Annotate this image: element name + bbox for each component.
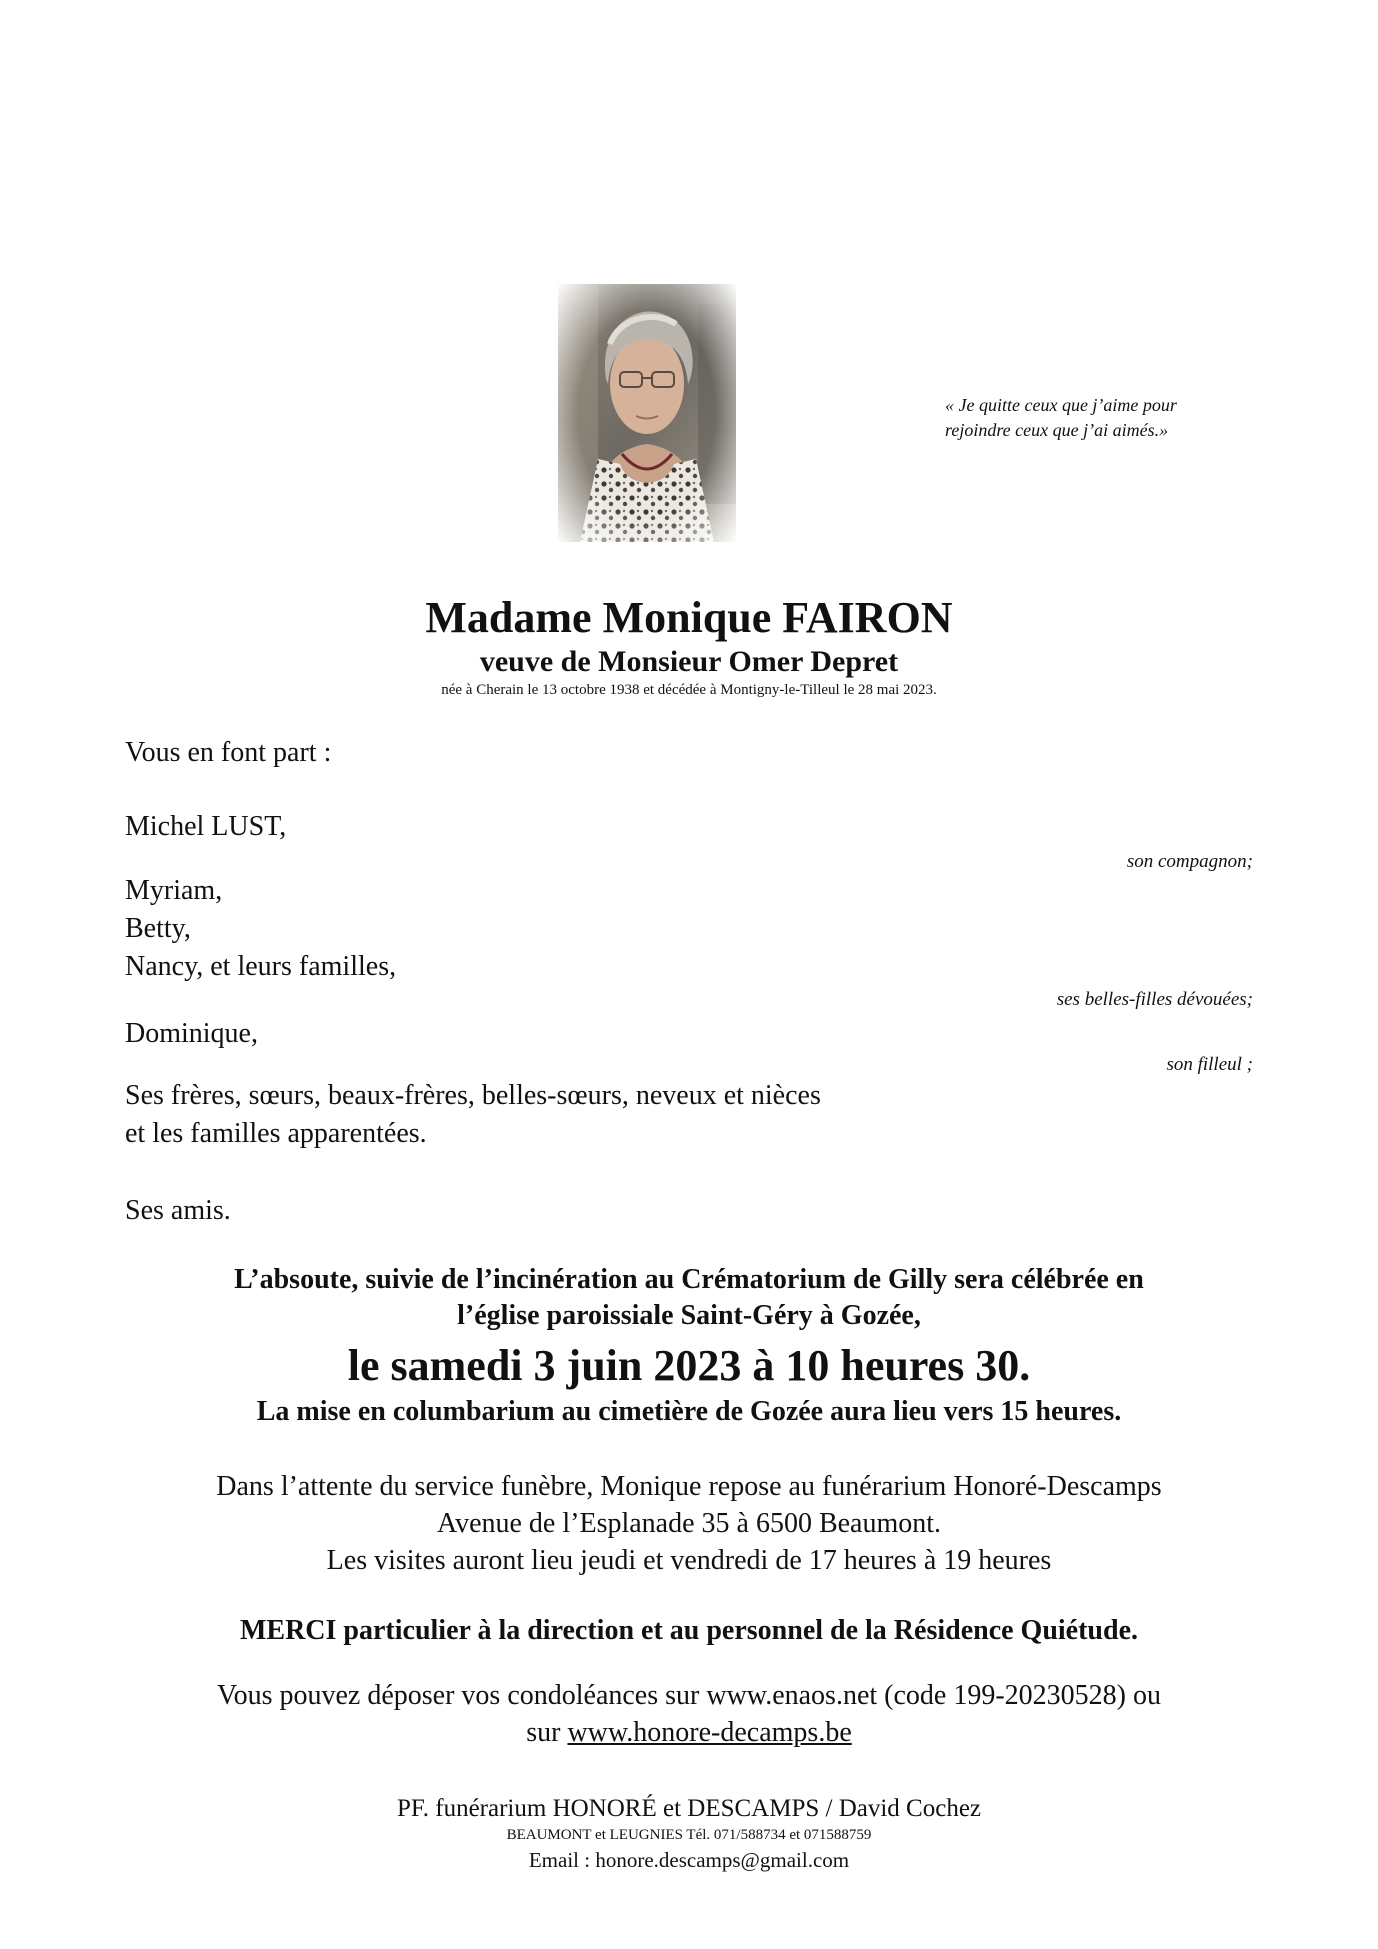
condolences-prefix: sur	[526, 1717, 568, 1748]
portrait-photo	[558, 284, 736, 542]
family-siblings-line-1: Ses frères, sœurs, beaux-frères, belles-sœurs, neveux et nièces	[125, 1080, 821, 1111]
family-siblings-line-2: et les familles apparentées.	[125, 1118, 427, 1149]
ceremony-columbarium: La mise en columbarium au cimetière de Gozée aura lieu vers 15 heures.	[256, 1396, 1122, 1427]
footer-email: Email : honore.descamps@gmail.com	[528, 1848, 850, 1872]
visitation-line-1: Dans l’attente du service funèbre, Monique repose au funérarium Honoré-Descamps	[216, 1471, 1162, 1502]
footer-phone: BEAUMONT et LEUGNIES Tél. 071/588734 et 071588759	[506, 1827, 872, 1843]
family-nancy: Nancy, et leurs familles,	[125, 951, 397, 982]
website-link[interactable]: www.honore-decamps.be	[567, 1717, 852, 1748]
thanks: MERCI particulier à la direction et au personnel de la Résidence Quiétude.	[239, 1615, 1139, 1646]
relation-companion: son compagnon;	[1126, 851, 1253, 872]
quote-line-1: « Je quitte ceux que j’aime pour	[945, 395, 1177, 415]
quote-line-2: rejoindre ceux que j’ai aimés.»	[945, 420, 1169, 440]
relation-daughters-in-law: ses belles-filles dévouées;	[1056, 989, 1253, 1010]
family-friends: Ses amis.	[125, 1195, 231, 1226]
relation-godson: son filleul ;	[1166, 1054, 1253, 1075]
footer-company: PF. funérarium HONORÉ et DESCAMPS / David Cochez	[396, 1795, 982, 1822]
deceased-dates: née à Cherain le 13 octobre 1938 et décédée à Montigny-le-Tilleul le 28 mai 2023.	[441, 682, 937, 698]
visitation-line-2: Avenue de l’Esplanade 35 à 6500 Beaumont.	[436, 1508, 942, 1539]
deceased-name: Madame Monique FAIRON	[425, 593, 953, 642]
condolences-line-2	[0, 1714, 1378, 1751]
family-dominique: Dominique,	[125, 1018, 258, 1049]
quote	[945, 393, 1245, 443]
portrait-image	[558, 284, 736, 542]
family-myriam: Myriam,	[125, 875, 223, 906]
deceased-spouse: veuve de Monsieur Omer Depret	[479, 645, 899, 678]
family-betty: Betty,	[125, 913, 191, 944]
family-michel: Michel LUST,	[125, 811, 287, 842]
announcement-intro: Vous en font part :	[125, 737, 332, 768]
ceremony-date: le samedi 3 juin 2023 à 10 heures 30.	[347, 1341, 1031, 1390]
ceremony-line-1: L’absoute, suivie de l’incinération au Crématorium de Gilly sera célébrée en	[234, 1264, 1144, 1295]
condolences-line-1: Vous pouvez déposer vos condoléances sur www.enaos.net (code 199-20230528) ou	[216, 1680, 1161, 1711]
ceremony-line-2: l’église paroissiale Saint-Géry à Gozée,	[457, 1300, 921, 1331]
visitation-line-3: Les visites auront lieu jeudi et vendredi de 17 heures à 19 heures	[326, 1545, 1052, 1576]
